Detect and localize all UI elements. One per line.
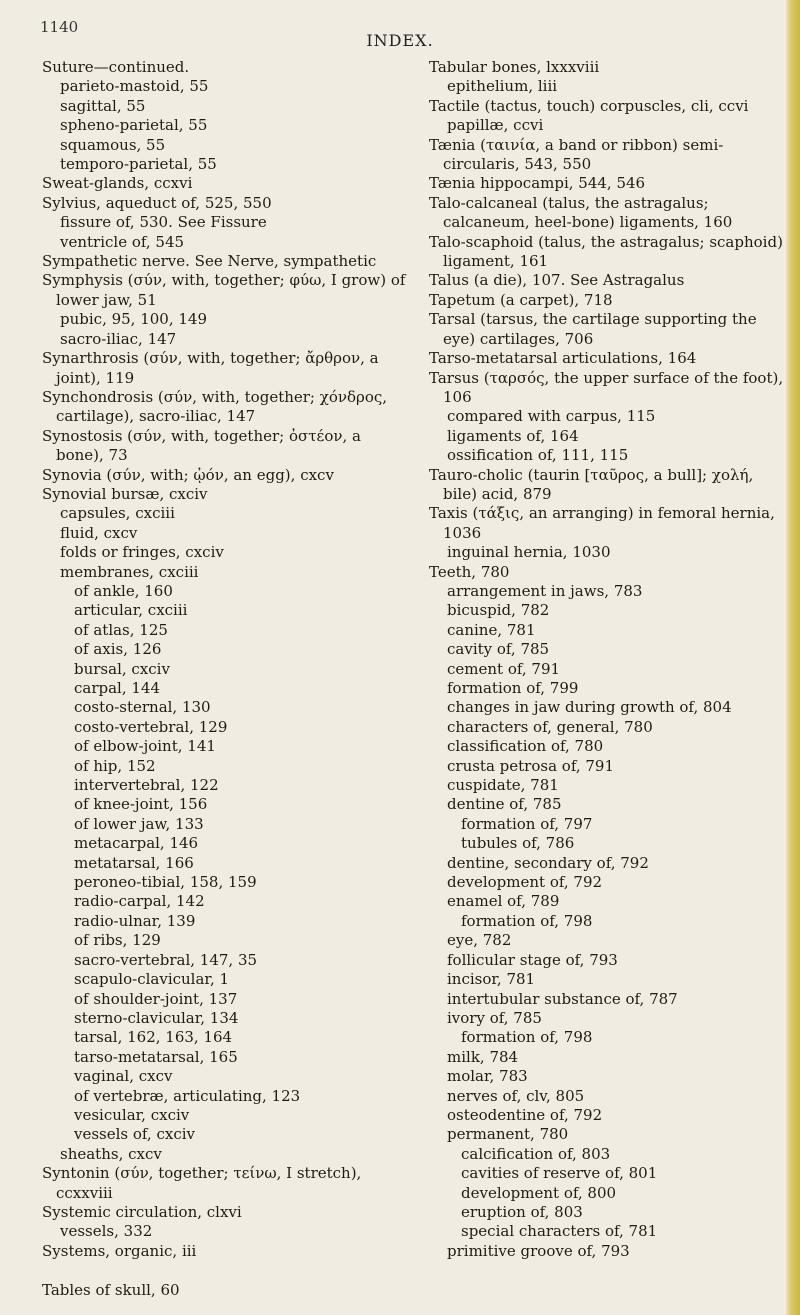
index-entry: cement of, 791 (447, 659, 561, 678)
index-entry: Tarso-metatarsal articulations, 164 (429, 349, 697, 368)
index-entry: Systems, organic, iii (42, 1241, 197, 1260)
page-edge (786, 0, 800, 1315)
index-entry: primitive groove of, 793 (447, 1241, 630, 1260)
index-entry: changes in jaw during growth of, 804 (447, 698, 732, 717)
index-entry: development of, 800 (461, 1183, 617, 1202)
index-entry: ventricle of, 545 (60, 232, 185, 251)
index-entry: pubic, 95, 100, 149 (60, 310, 208, 329)
index-entry: Taxis (τάξις, an arranging) in femoral hernia, 1036 (429, 504, 775, 542)
index-entry: sacro-vertebral, 147, 35 (74, 950, 258, 969)
index-entry: Synarthrosis (σύν, with, together; ἄρθρον, a joint), 119 (42, 349, 379, 387)
index-entry: Suture—continued. (42, 58, 190, 76)
index-entry: of ankle, 160 (74, 581, 173, 600)
index-entry: Sympathetic nerve. See Nerve, sympathetic (42, 252, 377, 271)
index-entry: ossification of, 111, 115 (447, 446, 629, 465)
index-entry: development of, 792 (447, 873, 603, 892)
index-entry: Tarsal (tarsus, the cartilage supporting the eye) cartilages, 706 (429, 310, 757, 348)
index-entry: tarsal, 162, 163, 164 (74, 1028, 233, 1047)
index-entry: osteodentine of, 792 (447, 1105, 603, 1124)
running-head: INDEX. (366, 31, 434, 50)
index-entry: epithelium, liii (447, 77, 558, 96)
index-entry: molar, 783 (447, 1067, 528, 1086)
index-entry: of lower jaw, 133 (74, 814, 204, 833)
index-entry: costo-sternal, 130 (74, 698, 211, 717)
index-entry: of hip, 152 (74, 756, 156, 775)
index-entry: formation of, 799 (447, 679, 579, 697)
index-entry: Tænia hippocampi, 544, 546 (429, 174, 646, 193)
index-entry: vaginal, cxcv (74, 1067, 173, 1086)
index-entry: cavities of reserve of, 801 (461, 1164, 658, 1183)
index-entry: Talo-calcaneal (talus, the astragalus; calcaneum, heel-bone) ligaments, 160 (429, 193, 733, 232)
index-entry: metatarsal, 166 (74, 853, 194, 872)
index-entry: cuspidate, 781 (447, 776, 559, 795)
index-entry: Systemic circulation, clxvi (42, 1202, 242, 1221)
index-entry: arrangement in jaws, 783 (447, 581, 643, 600)
index-entry: sterno-clavicular, 134 (74, 1008, 239, 1027)
index-entry: Tabular bones, lxxxviii (429, 58, 600, 76)
index-entry: dentine, secondary of, 792 (447, 853, 649, 872)
index-entry: canine, 781 (447, 620, 536, 639)
index-entry: eye, 782 (447, 931, 512, 950)
index-column-left (42, 58, 412, 1300)
index-entry: Synovia (σύν, with; ᾠόν, an egg), cxcv (42, 465, 334, 484)
index-entry: radio-ulnar, 139 (74, 911, 196, 930)
index-entry: folds or fringes, cxciv (60, 543, 224, 562)
index-entry: squamous, 55 (60, 135, 166, 154)
index-entry: articular, cxciii (74, 601, 188, 620)
index-entry: of elbow-joint, 141 (74, 737, 216, 756)
index-entry: sheaths, cxcv (60, 1144, 162, 1163)
index-entry: tubules of, 786 (461, 834, 575, 853)
index-entry: dentine of, 785 (447, 795, 562, 814)
index-entry: temporo-parietal, 55 (60, 155, 217, 174)
index-entry: Tables of skull, 60 (42, 1280, 180, 1299)
index-entry: intertubular substance of, 787 (447, 989, 678, 1008)
index-entry: fissure of, 530. See Fissure (60, 213, 267, 232)
index-entry: of ribs, 129 (74, 931, 161, 950)
index-entry: classification of, 780 (447, 737, 604, 756)
index-entry: metacarpal, 146 (74, 834, 199, 853)
index-entry: intervertebral, 122 (74, 776, 219, 795)
index-entry: vessels of, cxciv (74, 1125, 196, 1144)
index-entry: sagittal, 55 (60, 96, 146, 115)
index-entry: Synovial bursæ, cxciv (42, 484, 208, 503)
index-entry: Tarsus (ταρσός, the upper surface of the foot), 106 (429, 368, 784, 406)
index-entry: crusta petrosa of, 791 (447, 756, 614, 775)
index-entry: carpal, 144 (74, 679, 161, 697)
index-entry: peroneo-tibial, 158, 159 (74, 873, 257, 892)
index-entry: vessels, 332 (60, 1222, 153, 1241)
index-entry: fluid, cxcv (60, 523, 138, 542)
index-entry: of vertebræ, articulating, 123 (74, 1086, 301, 1105)
index-entry: costo-vertebral, 129 (74, 717, 228, 736)
index-entry: Teeth, 780 (429, 562, 510, 581)
index-entry: Syntonin (σύν, together; τείνω, I stretch), ccxxviii (42, 1164, 362, 1202)
index-entry: follicular stage of, 793 (447, 950, 618, 969)
index-entry: milk, 784 (447, 1047, 519, 1066)
index-entry: Sylvius, aqueduct of, 525, 550 (42, 193, 272, 212)
index-entry: sacro-iliac, 147 (60, 329, 177, 348)
index-entry: Tauro-cholic (taurin [ταῦρος, a bull]; χολή, bile) acid, 879 (429, 465, 754, 503)
index-entry: ivory of, 785 (447, 1008, 542, 1027)
index-entry: Synostosis (σύν, with, together; ὀστέον, a bone), 73 (42, 426, 361, 465)
index-entry: enamel of, 789 (447, 892, 560, 911)
index-entry: Talus (a die), 107. See Astragalus (429, 271, 685, 290)
index-entry: Sweat-glands, ccxvi (42, 174, 193, 193)
index-entry: membranes, cxciii (60, 562, 199, 581)
index-entry: cavity of, 785 (447, 640, 550, 659)
index-entry: Synchondrosis (σύν, with, together; χόνδρος, cartilage), sacro-iliac, 147 (42, 387, 388, 426)
index-entry: radio-carpal, 142 (74, 892, 205, 911)
index-entry: tarso-metatarsal, 165 (74, 1047, 238, 1066)
index-entry: compared with carpus, 115 (447, 407, 656, 426)
index-entry: of axis, 126 (74, 640, 162, 659)
index-entry: permanent, 780 (447, 1125, 569, 1144)
index-entry: spheno-parietal, 55 (60, 116, 208, 135)
index-entry: calcification of, 803 (461, 1144, 611, 1163)
index-entry: incisor, 781 (447, 970, 536, 989)
page-number: 1140 (40, 18, 79, 36)
index-entry: bicuspid, 782 (447, 601, 550, 620)
index-entry: Tapetum (a carpet), 718 (429, 290, 613, 309)
index-entry: inguinal hernia, 1030 (447, 543, 611, 562)
index-entry: formation of, 797 (461, 814, 593, 833)
index-entry: eruption of, 803 (461, 1202, 583, 1221)
index-entry: papillæ, ccvi (447, 116, 544, 135)
index-entry: characters of, general, 780 (447, 717, 653, 736)
index-entry: formation of, 798 (461, 1028, 593, 1047)
index-entry: parieto-mastoid, 55 (60, 77, 209, 96)
index-entry: bursal, cxciv (74, 659, 170, 678)
index-entry (42, 1261, 412, 1280)
index-entry: Symphysis (σύν, with, together; φύω, I grow) of lower jaw, 51 (42, 271, 406, 309)
index-entry: scapulo-clavicular, 1 (74, 970, 230, 989)
index-entry: formation of, 798 (461, 911, 593, 930)
index-entry: Tactile (tactus, touch) corpuscles, cli, ccvi (429, 96, 749, 115)
index-entry: ligaments of, 164 (447, 426, 579, 445)
index-entry: vesicular, cxciv (74, 1105, 190, 1124)
index-entry: capsules, cxciii (60, 504, 175, 523)
index-entry: Tænia (ταινία, a band or ribbon) semi-circularis, 543, 550 (429, 135, 724, 174)
index-entry: Talo-scaphoid (talus, the astragalus; scaphoid) ligament, 161 (429, 232, 783, 271)
index-entry: of knee-joint, 156 (74, 795, 208, 814)
index-entry: special characters of, 781 (461, 1222, 658, 1241)
index-entry: nerves of, clv, 805 (447, 1086, 585, 1105)
index-entry: of shoulder-joint, 137 (74, 989, 238, 1008)
index-column-right (429, 58, 785, 1261)
index-entry: of atlas, 125 (74, 620, 168, 639)
